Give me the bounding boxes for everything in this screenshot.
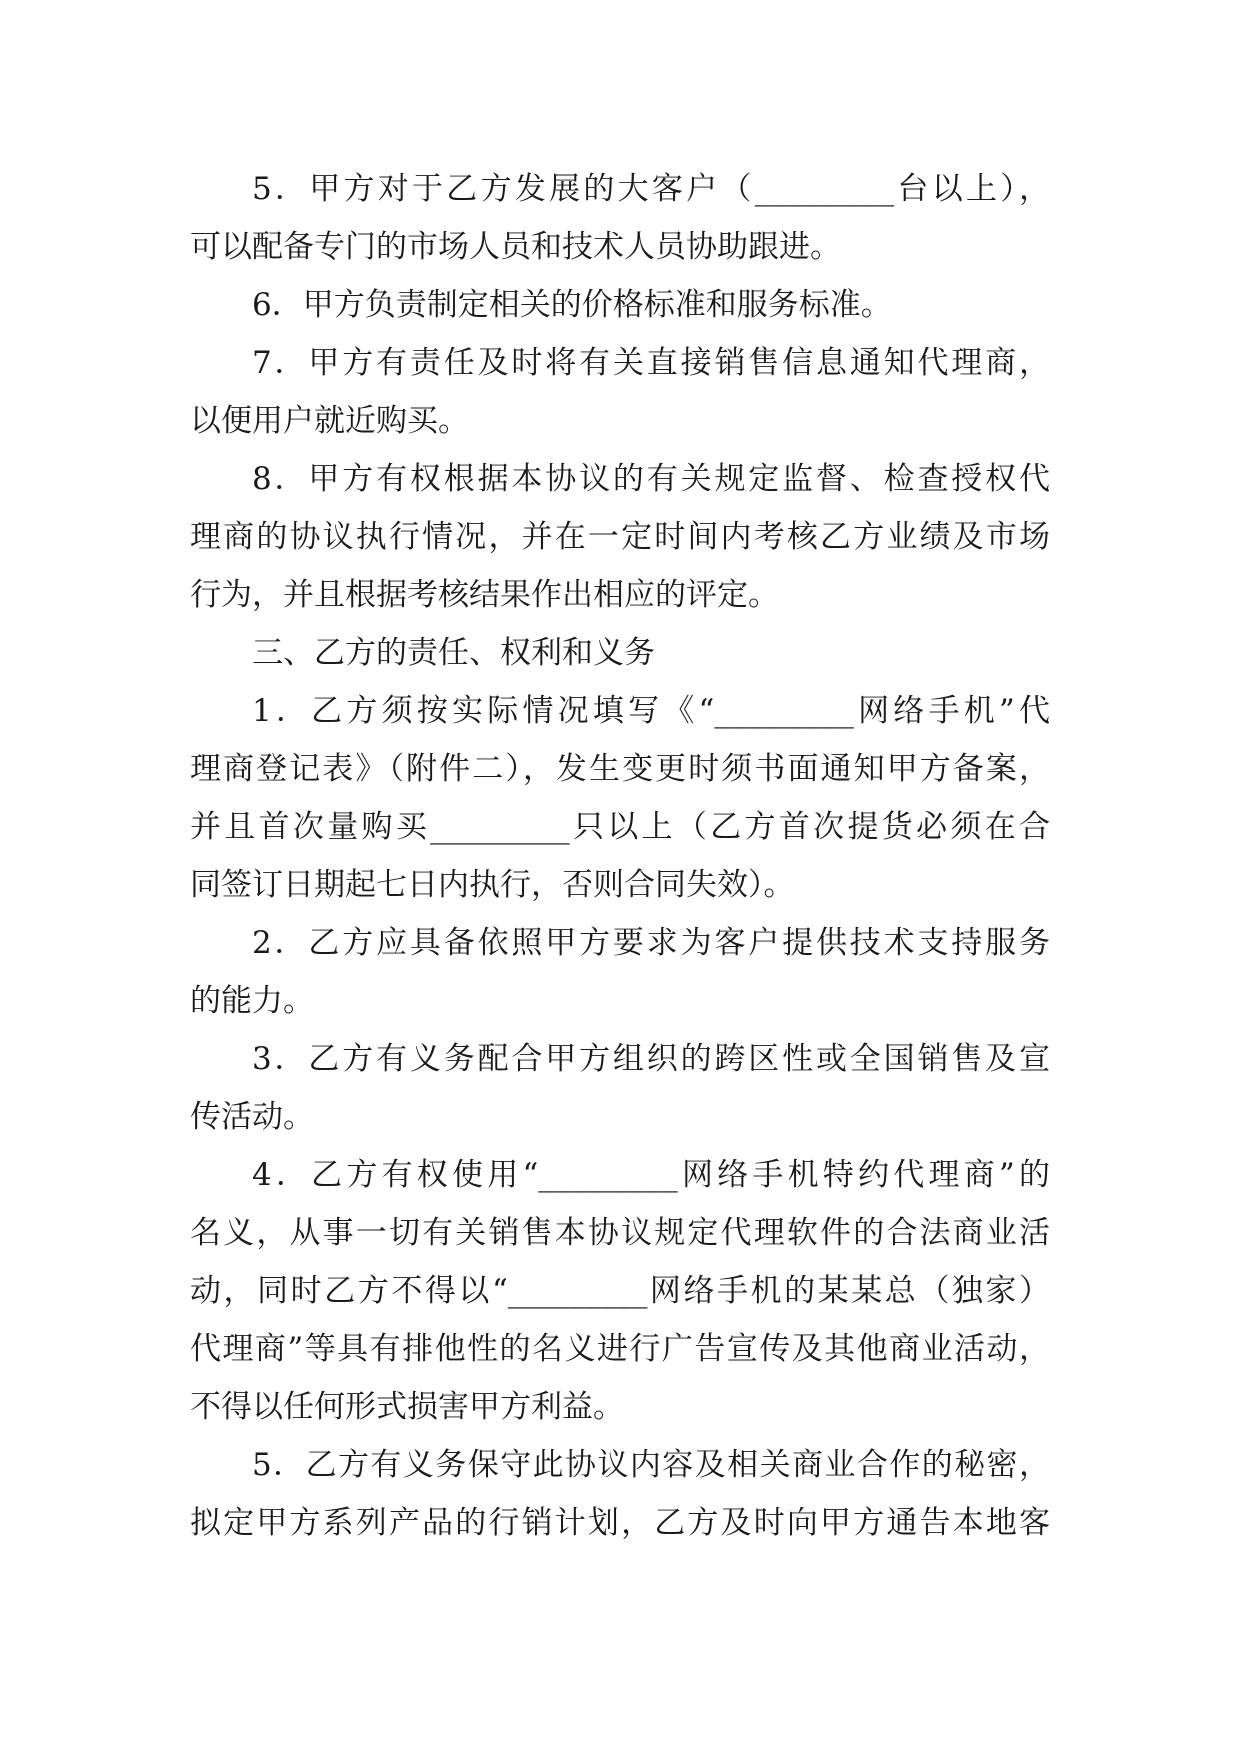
text-line: 代理商”等具有排他性的名义进行广告宣传及其他商业活动，: [190, 1331, 1050, 1367]
text-line: 理商的协议执行情况，并在一定时间内考核乙方业绩及市场: [190, 519, 1050, 555]
text-line: 理商登记表》（附件二），发生变更时须书面通知甲方备案，: [190, 751, 1050, 787]
text-line: 同签订日期起七日内执行，否则合同失效）。: [190, 867, 795, 903]
section-heading: [190, 624, 1050, 682]
text-line: 动，同时乙方不得以“_________网络手机的某某总（独家）: [190, 1273, 1050, 1309]
text-line: 7．甲方有责任及时将有关直接销售信息通知代理商，: [252, 345, 1050, 381]
text-line: 3．乙方有义务配合甲方组织的跨区性或全国销售及宣: [252, 1041, 1050, 1077]
text-line: 2．乙方应具备依照甲方要求为客户提供技术支持服务: [252, 925, 1050, 961]
text-line: 拟定甲方系列产品的行销计划，乙方及时向甲方通告本地客: [190, 1505, 1050, 1541]
text-line: 5．甲方对于乙方发展的大客户（_________台以上），: [252, 171, 1050, 207]
paragraph-a8: [190, 450, 1050, 624]
section-heading-text: 三、乙方的责任、权利和义务: [252, 635, 655, 671]
document-body: [190, 160, 1050, 1552]
text-line: 不得以任何形式损害甲方利益。: [190, 1389, 624, 1425]
paragraph-a7: [190, 334, 1050, 450]
text-line: 1．乙方须按实际情况填写《“_________网络手机”代: [252, 693, 1050, 729]
text-line: 行为，并且根据考核结果作出相应的评定。: [190, 577, 779, 613]
paragraph-b3: [190, 1030, 1050, 1146]
paragraph-a6: [190, 276, 1050, 334]
text-line: 并且首次量购买_________只以上（乙方首次提货必须在合: [190, 809, 1050, 845]
text-line: 5．乙方有义务保守此协议内容及相关商业合作的秘密，: [252, 1447, 1050, 1483]
paragraph-b2: [190, 914, 1050, 1030]
text-line: 8．甲方有权根据本协议的有关规定监督、检查授权代: [252, 461, 1050, 497]
text-line: 可以配备专门的市场人员和技术人员协助跟进。: [190, 229, 841, 265]
text-line: 传活动。: [190, 1099, 314, 1135]
text-line: 4．乙方有权使用“_________网络手机特约代理商”的: [252, 1157, 1050, 1193]
text-line: 名义，从事一切有关销售本协议规定代理软件的合法商业活: [190, 1215, 1050, 1251]
text-line: 6．甲方负责制定相关的价格标准和服务标准。: [252, 287, 892, 323]
text-line: 以便用户就近购买。: [190, 403, 469, 439]
text-line: 的能力。: [190, 983, 314, 1019]
paragraph-a5: [190, 160, 1050, 276]
paragraph-b4: [190, 1146, 1050, 1436]
paragraph-b1: [190, 682, 1050, 914]
paragraph-b5: [190, 1436, 1050, 1552]
